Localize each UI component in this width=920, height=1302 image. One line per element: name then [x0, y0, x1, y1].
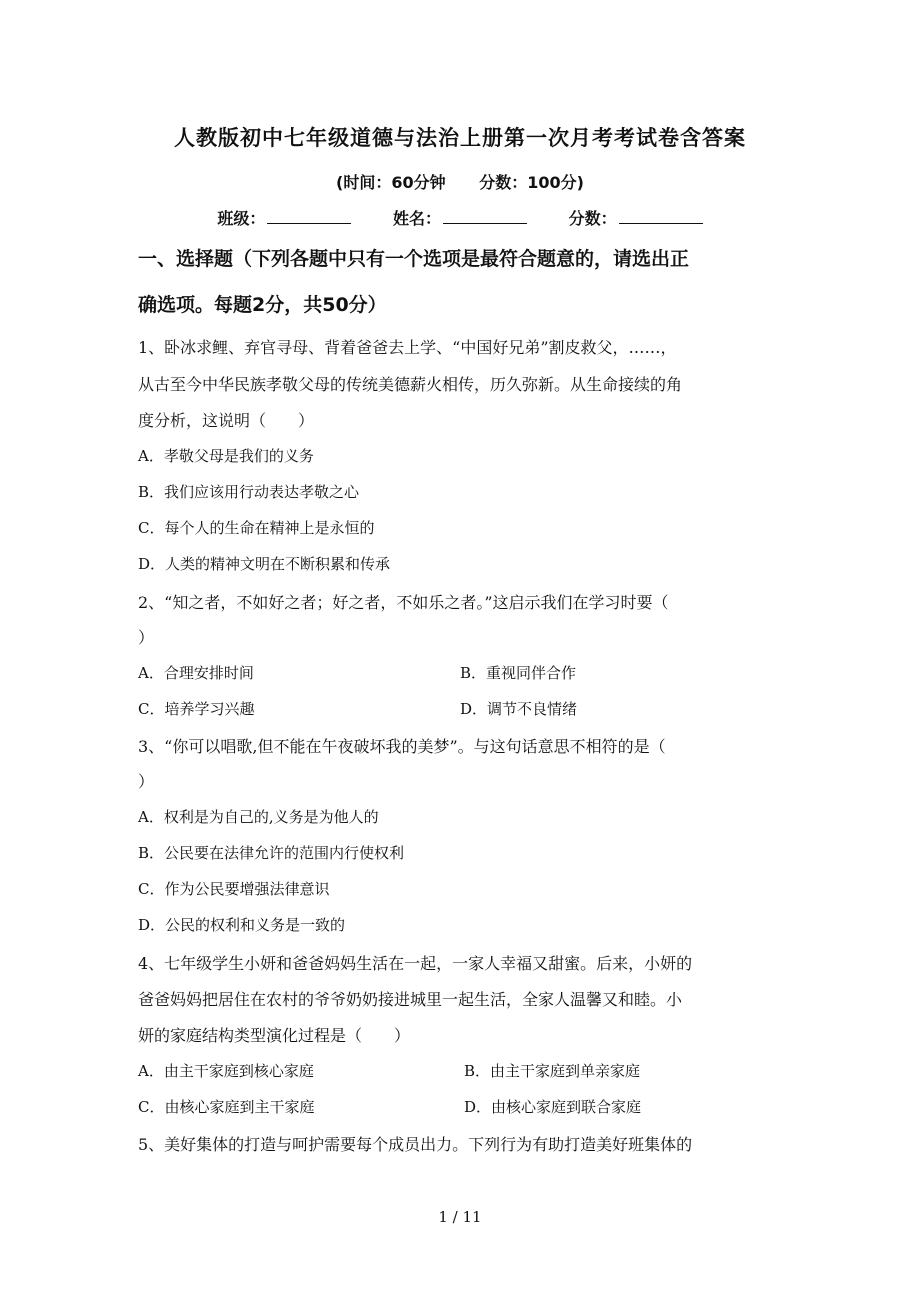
q2-line1: 2、“知之者，不如好之者；好之者，不如乐之者。”这启示我们在学习时要（: [138, 593, 669, 612]
q2-option-c: C．培养学习兴趣: [138, 700, 255, 718]
q3-option-b: B．公民要在法律允许的范围内行使权利: [138, 844, 405, 862]
q1-line2: 从古至今中华民族孝敬父母的传统美德薪火相传，历久弥新。从生命接续的角: [138, 375, 683, 394]
page-number: 1 / 11: [438, 1208, 482, 1226]
q1-option-c: C．每个人的生命在精神上是永恒的: [138, 519, 375, 537]
section-heading-line2: 确选项。每题2分，共50分）: [138, 294, 387, 316]
q2-line2: ）: [138, 628, 155, 647]
q1-option-d: D．人类的精神文明在不断积累和传承: [138, 555, 391, 573]
q3-option-c: C．作为公民要增强法律意识: [138, 880, 330, 898]
q3-line1: 3、“你可以唱歌,但不能在午夜破坏我的美梦”。与这句话意思不相符的是（: [138, 737, 666, 756]
class-field: [217, 206, 351, 229]
student-fields: [0, 206, 920, 229]
exam-time: (时间：60分钟: [336, 173, 446, 192]
score-blank: [619, 207, 703, 224]
name-blank: [443, 207, 527, 224]
q4-option-a: A．由主干家庭到核心家庭: [138, 1062, 314, 1080]
name-field: [393, 206, 527, 229]
q4-option-d: D．由核心家庭到联合家庭: [464, 1098, 642, 1116]
q3-option-a: A．权利是为自己的,义务是为他人的: [138, 808, 379, 826]
q3-line2: ）: [138, 772, 155, 791]
class-blank: [267, 207, 351, 224]
score-label: 分数：: [568, 209, 617, 228]
q1-line3: 度分析，这说明（ ）: [138, 411, 315, 430]
section-heading-line1: 一、选择题（下列各题中只有一个选项是最符合题意的，请选出正: [138, 248, 690, 270]
exam-info: [0, 170, 920, 193]
name-label: 姓名：: [392, 209, 441, 228]
q4-option-c: C．由核心家庭到主干家庭: [138, 1098, 315, 1116]
q4-option-b: B．由主干家庭到单亲家庭: [464, 1062, 641, 1080]
q5-line1: 5、美好集体的打造与呵护需要每个成员出力。下列行为有助打造美好班集体的: [138, 1135, 693, 1154]
q2-option-b: B．重视同伴合作: [460, 664, 577, 682]
q1-option-a: A．孝敬父母是我们的义务: [138, 447, 314, 465]
q1-option-b: B．我们应该用行动表达孝敬之心: [138, 483, 360, 501]
q4-line1: 4、七年级学生小妍和爸爸妈妈生活在一起，一家人幸福又甜蜜。后来，小妍的: [138, 954, 693, 973]
q1-line1: 1、卧冰求鲤、弃官寻母、背着爸爸去上学、“中国好兄弟”割皮救父，……，: [138, 338, 677, 357]
score-field: [569, 206, 703, 229]
document-title: 人教版初中七年级道德与法治上册第一次月考考试卷含答案: [174, 126, 746, 150]
q2-option-d: D．调节不良情绪: [460, 700, 578, 718]
q3-option-d: D．公民的权利和义务是一致的: [138, 916, 346, 934]
q4-line2: 爸爸妈妈把居住在农村的爷爷奶奶接进城里一起生活，全家人温馨又和睦。小: [138, 990, 683, 1009]
q2-option-a: A．合理安排时间: [138, 664, 254, 682]
class-label: 班级：: [217, 209, 266, 228]
exam-score: 分数：100分): [479, 173, 584, 192]
q4-line3: 妍的家庭结构类型演化过程是（ ）: [138, 1026, 411, 1045]
